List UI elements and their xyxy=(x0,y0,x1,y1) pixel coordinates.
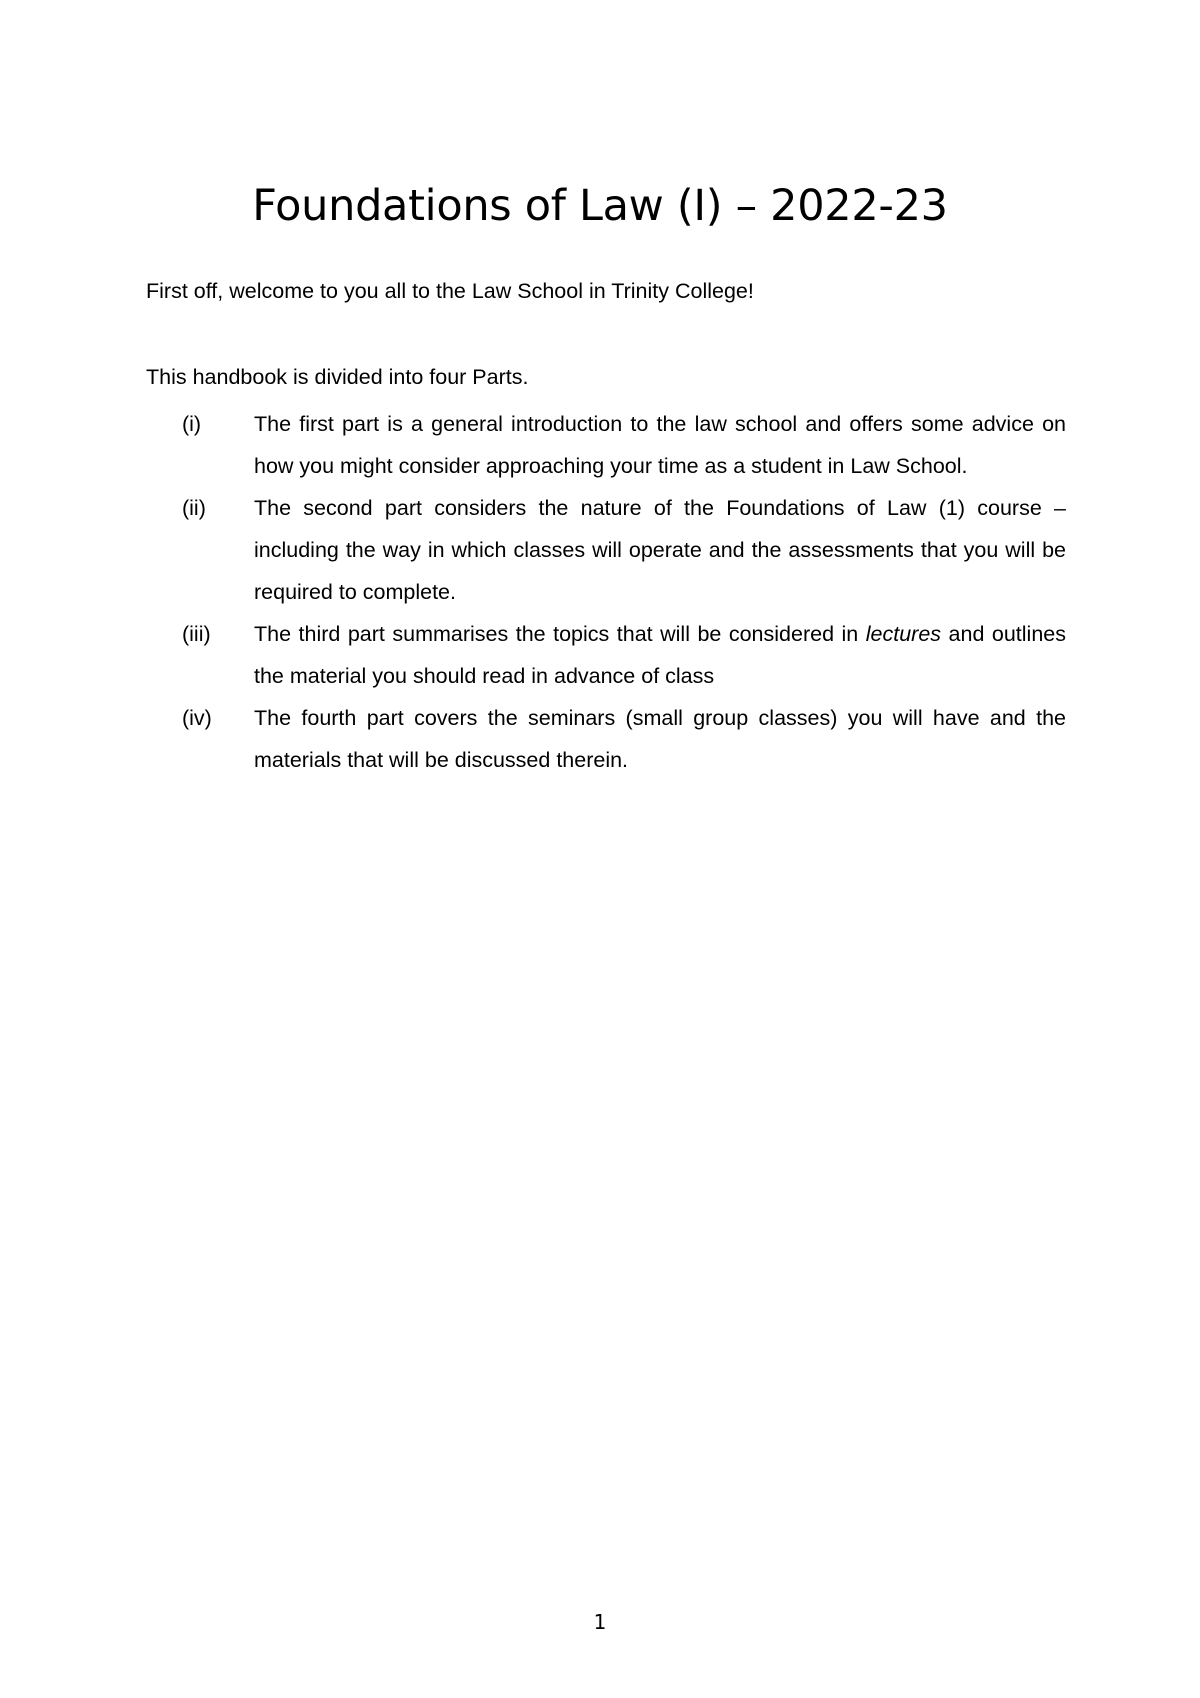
list-item xyxy=(146,697,1066,781)
list-item xyxy=(146,487,1066,613)
list-item-number: (iii) xyxy=(182,622,211,646)
welcome-paragraph: First off, welcome to you all to the Law School in Trinity College! xyxy=(146,279,754,303)
list-item-number: (iv) xyxy=(182,706,212,730)
list-item-text-before: The third part summarises the topics that will be considered in xyxy=(254,622,866,646)
list-item xyxy=(146,403,1066,487)
list-item-text-after: and outlines the material you should read in advance of class xyxy=(254,622,1066,688)
intro-paragraph: This handbook is divided into four Parts. xyxy=(146,365,529,389)
parts-list xyxy=(146,403,1066,781)
document-title: Foundations of Law (I) – 2022-23 xyxy=(252,181,948,231)
list-item-number: (i) xyxy=(182,412,202,436)
list-item-text xyxy=(254,613,1066,697)
list-item-text: The second part considers the nature of the Foundations of Law (1) course – including the way in which classes will operate and the assessments that you will be required to complete. xyxy=(254,496,1066,604)
list-item-text-emphasis: lectures xyxy=(865,622,942,646)
list-item-text: The fourth part covers the seminars (small group classes) you will have and the materials that will be discussed therein. xyxy=(254,706,1066,772)
list-item-text: The first part is a general introduction to the law school and offers some advice on how you might consider approaching your time as a student in Law School. xyxy=(254,412,1066,478)
list-item xyxy=(146,613,1066,697)
page-number: 1 xyxy=(593,1610,607,1634)
list-item-number: (ii) xyxy=(182,496,206,520)
